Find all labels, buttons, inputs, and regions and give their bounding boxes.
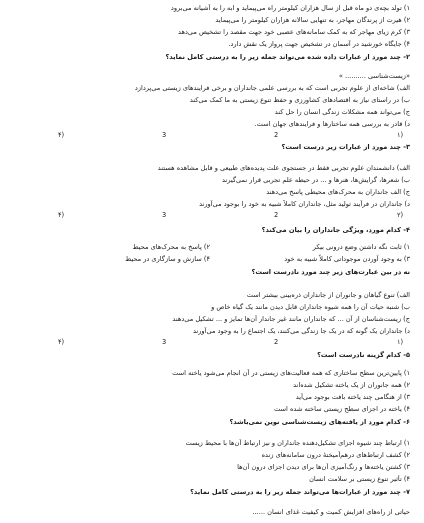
choice-4: ۴) سازش و سازگاری در محیط [125, 255, 210, 263]
choice-3: ۳) به وجود آوردن موجوداتی کاملاً شبیه به خود [284, 255, 410, 263]
statement-line: ج) الف جانداران به محرک‌های محیطی پاسخ می‌دهند [266, 188, 410, 196]
answer-line: ۲) هیرت از پرندگان مهاجر، به تنهایی سالانه هزاران کیلومتر را می‌پیماید [215, 16, 410, 24]
option-2: 2 [274, 131, 279, 139]
answer-options [12, 131, 412, 140]
option-3: 3 [162, 211, 167, 219]
statement-line: الف) شاخه‌ای از علوم تجربی است که به بررسی علمی جانداران و برخی فرایندهای زیستی می‌پردازد [134, 84, 410, 92]
quote-line: حیاتی از راه‌های افزایش کمیت و کیفیت غذای انسان ...... [252, 508, 410, 516]
statement-line: د) قادر به بررسی همه ساختارها و فرایندهای جهان است. [254, 120, 410, 128]
choice-line: ۲) کشف ارتباط‌های درهم‌آمیختهٔ درون سامانه‌های زنده [261, 451, 410, 459]
choice-row [10, 243, 410, 252]
question-heading: ۷- چند مورد از عبارات‌ها می‌تواند جمله زیر را به درستی کامل نماید؟ [190, 488, 410, 496]
choice-line: ۲) همه جانوران از یک یاخته تشکیل شده‌اند [293, 381, 410, 389]
question-heading: ۴- کدام مورد، ویژگی جانداران را بیان می‌کند؟ [261, 226, 410, 234]
statement-line: ب) در راستای نیاز به اقتصادهای کشاورزی و حفظ تنوع زیستی به ما کمک می‌کند [189, 96, 410, 104]
question-heading: نه در بین عبارت‌های زیر چند مورد نادرست است؟ [251, 268, 410, 276]
statement-line: ج) زیست‌شناسان از آن ... که جانداران مانند غیر جاندار آن‌ها تمایز و ... تشکیل می‌دهند [172, 315, 410, 323]
option-4: ۴) [58, 131, 65, 139]
answer-options [12, 338, 412, 347]
statement-line: ج) می‌تواند همه مشکلات زندگی انسان را حل کند [274, 108, 410, 116]
statement-line: د) جانداران در فرآیند تولید مثل، جانداران کاملاً شبیه به خود را بوجود می‌آورند [199, 200, 410, 208]
option-1: ۱) [397, 338, 404, 346]
option-4: ۴) [58, 338, 65, 346]
question-heading: ۳- چند مورد از عبارات زیر درست است؟ [281, 143, 410, 151]
choice-line: ۳) کشتن یاخته‌ها و رنگ‌آمیزی آن‌ها برای دیدن اجزای درون آن‌ها [237, 463, 410, 471]
answer-line: ۴) جایگاه خورشید در آسمان در تشخیص جهت پرواز یک نقش دارد. [228, 40, 410, 48]
choice-line: ۳) از هنگامی چند یاخته بافت بوجود می‌آید [295, 393, 410, 401]
question-heading: ۲- چند مورد از عبارات داده شده می‌تواند جمله زیر را به درستی کامل نماید؟ [165, 53, 410, 61]
choice-line: ۱) پایین‌ترین سطح ساختاری که همه فعالیت‌های زیستی در آن انجام می‌شود یاخته است [172, 369, 410, 377]
option-3: 3 [162, 131, 167, 139]
option-1: ۲) [397, 211, 404, 219]
choice-line: ۴) تأثیر تنوع زیستی بر سلامت انسان [309, 475, 410, 483]
quote-line: «زیست‌شناسی .......... » [338, 72, 410, 80]
choice-line: ۱) ارتباط چند شیوه اجزای تشکیل‌دهنده جانداران و نیز ارتباط آن‌ها با محیط زیست [185, 439, 410, 447]
choice-row [10, 255, 410, 264]
statement-line: ب) شعرها، گرایش‌ها، هنرها و ... در حیطه علم تجربی قرار نمی‌گیرند [221, 176, 410, 184]
answer-options [12, 211, 412, 220]
statement-line: الف) تنوع گیاهان و جانوران از جانداران ذره‌بینی بیشتر است [246, 291, 410, 299]
option-3: 3 [162, 338, 167, 346]
statement-line: ب) شنبه حیات آن را همه شیوه جانداران قابل دیدن مانند یک گیاه خاص و [211, 303, 410, 311]
question-heading: ۵- کدام گزینه نادرست است؟ [317, 351, 410, 359]
option-2: 2 [274, 211, 279, 219]
choice-2: ۲) پاسخ به محرک‌های محیط [132, 243, 210, 251]
answer-line: ۳) کرم زیای مهاجر که به کمک سامانه‌های عصبی خود جهت مقصد را تشخیص می‌دهد [178, 28, 410, 36]
choice-line: ۴) یاخته در اجزای سطح زیستی ساخته شده است [274, 405, 410, 413]
option-4: ۴) [58, 211, 65, 219]
answer-line: ۱) تولد بچه‌ی دو ماه قبل از سال هزاران کیلومتر راه می‌پیماید و ابه را به آشیانه می‌برود [170, 4, 410, 12]
statement-line: الف) دانشمندان علوم تجربی فقط در جستجوی علت پدیده‌های طبیعی و قابل مشاهده هستند [157, 164, 410, 172]
option-2: 2 [274, 338, 279, 346]
statement-line: د) جانداران یک گونه که در یک جا زندگی می‌کنند، یک اجتماع را به وجود می‌آورند [192, 327, 410, 335]
option-1: ۱) [397, 131, 404, 139]
choice-1: ۱) ثابت نگه داشتن وضع درونی بیکر [312, 243, 410, 251]
question-heading: ۶- کدام مورد از یافته‌های زیست‌شناسی نوین نمی‌باشد؟ [229, 418, 410, 426]
